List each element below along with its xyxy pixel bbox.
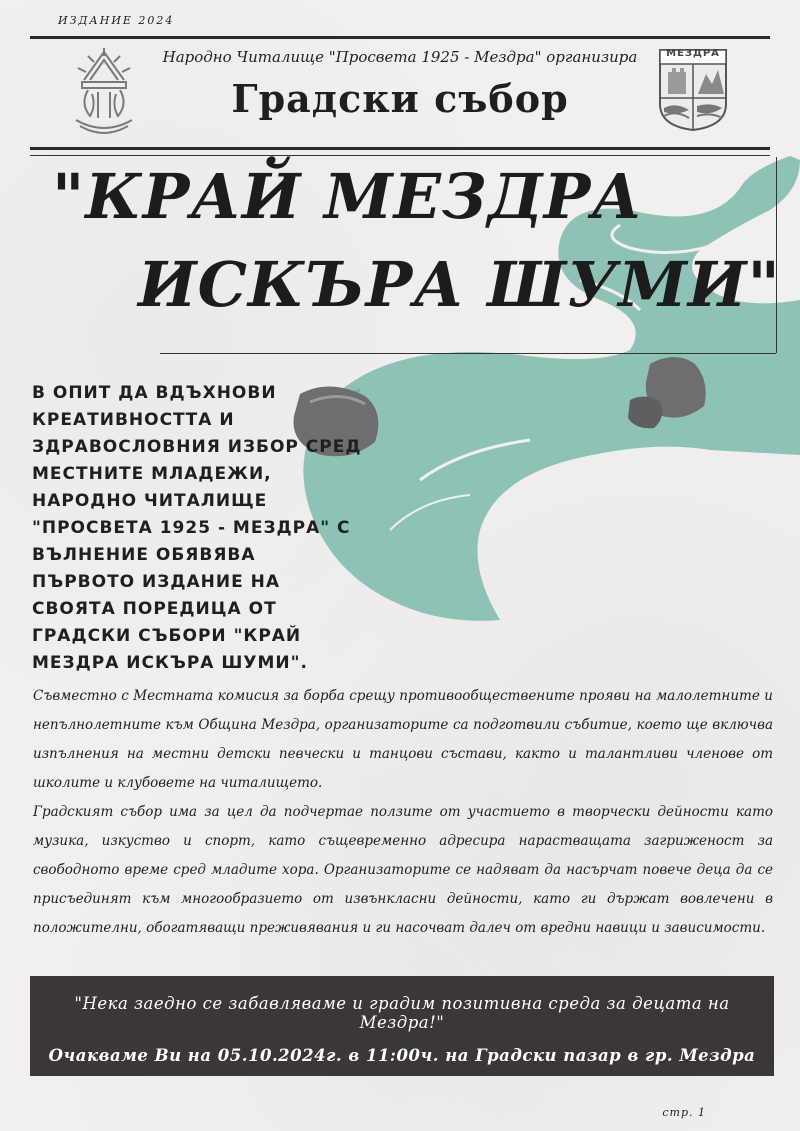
organizer-line: Народно Читалище "Просвета 1925 - Мездра" организира [162,48,638,66]
body-text [33,682,773,943]
chitalishte-logo-icon [66,46,142,134]
intro-paragraph: В ОПИТ ДА ВДЪХНОВИ КРЕАТИВНОСТТА И ЗДРАВОСЛОВНИЯ ИЗБОР СРЕД МЕСТНИТЕ МЛАДЕЖИ, НАРОДНО ЧИТАЛИЩЕ "ПРОСВЕТА 1925 - МЕЗДРА" С ВЪЛНЕНИЕ ОБЯВЯВА ПЪРВОТО ИЗДАНИЕ НА СВОЯТА ПОРЕДИЦА ОТ ГРАДСКИ СЪБОРИ "КРАЙ МЕЗДРА ИСКЪРА ШУМИ". [32,383,362,673]
right-frame-line [776,157,777,353]
body-paragraph-1: Съвместно с Местната комисия за борба срещу противообществените прояви на малолетните и непълнолетните към Община Мездра, организаторите са подготвили събитие, което ще включва изпълнения на местни детски певчески и танцови състави, както и талантливи членове от школите и клубовете на читалището. [33,688,773,791]
edition-label: ИЗДАНИЕ 2024 [58,14,175,27]
event-type-title: Градски събор [231,76,569,121]
title-line-2: ИСКЪРА ШУМИ" [138,248,781,321]
top-rule [30,36,770,39]
crest-label: МЕЗДРА [666,48,720,59]
body-paragraph-2: Градският събор има за цел да подчертае ползите от участието в творчески дейности като музика, изкуство и спорт, като същевременно адресира нарастващата загриженост за свободното време сред младите хора. Организаторите се надяват да насърчат повече деца да се присъединят към многообразието от извънкласни дейности, като ги държат вовлечени в положителни, обогатяващи преживявания и ги насочват далеч от вредни навици и зависимости. [33,804,773,936]
event-banner [30,976,774,1076]
title-line-1: "КРАЙ МЕЗДРА [52,160,643,233]
page-number: стр. 1 [662,1106,706,1119]
banner-quote: "Нека заедно се забавляваме и градим позитивна среда за децата на Мездра!" [74,994,730,1032]
banner-date-place: Очакваме Ви на 05.10.2024г. в 11:00ч. на Градски пазар в гр. Мездра [48,1046,756,1065]
title-bottom-rule [160,353,776,354]
